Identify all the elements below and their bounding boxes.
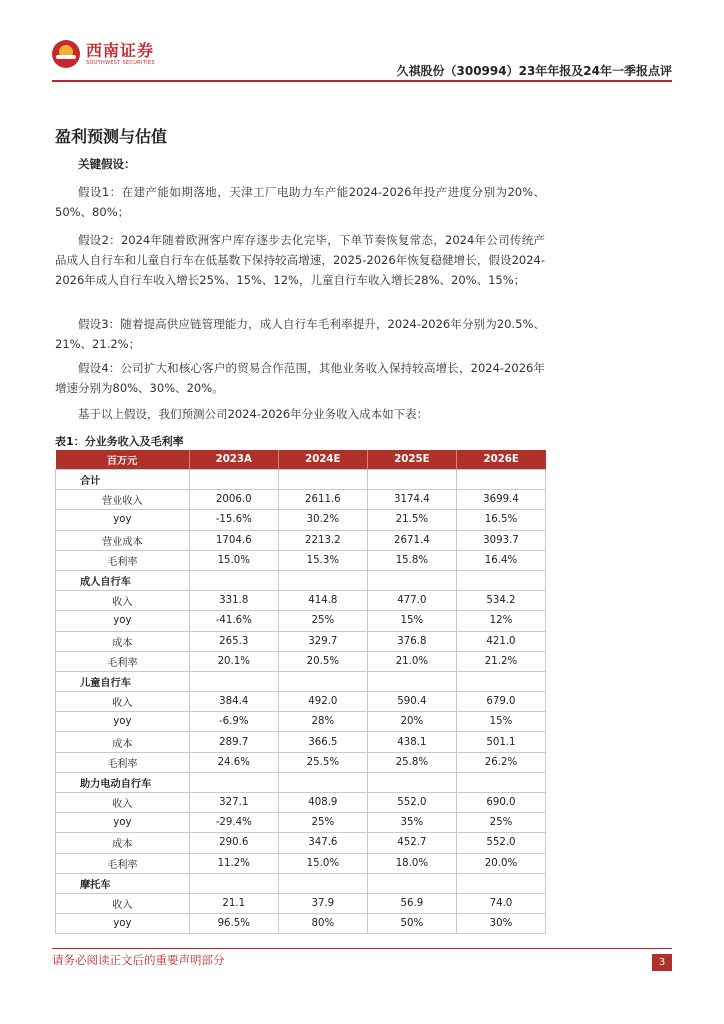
table-cell: 20% bbox=[367, 712, 456, 732]
table-cell: 16.4% bbox=[456, 550, 545, 570]
table-row bbox=[56, 712, 546, 732]
row-label-cell: 收入 bbox=[56, 893, 190, 913]
table-cell: 492.0 bbox=[278, 692, 367, 712]
table-row bbox=[56, 752, 546, 772]
footer-divider bbox=[52, 948, 672, 949]
table-row bbox=[56, 651, 546, 671]
table-cell: 534.2 bbox=[456, 591, 545, 611]
table-cell: 2213.2 bbox=[278, 530, 367, 550]
table-cell: 15.8% bbox=[367, 550, 456, 570]
table-cell: 96.5% bbox=[189, 914, 278, 934]
table-cell: 15% bbox=[367, 611, 456, 631]
table-cell: 327.1 bbox=[189, 793, 278, 813]
table-cell: 414.8 bbox=[278, 591, 367, 611]
table-cell bbox=[456, 671, 545, 691]
table-cell: -6.9% bbox=[189, 712, 278, 732]
header-divider bbox=[52, 80, 672, 82]
table-row bbox=[56, 893, 546, 913]
assumption-2: 假设2：2024年随着欧洲客户库存逐步去化完毕，下单节奏恢复常态，2024年公司传统产品成人自行车和儿童自行车在低基数下保持较高增速，2025-2026年恢复稳健增长，假设2024-2026年成人自行车收入增长25%、15%、12%，儿童自行车收入增长28%、20%、15%； bbox=[55, 233, 545, 287]
table-cell: 590.4 bbox=[367, 692, 456, 712]
table-cell: 18.0% bbox=[367, 853, 456, 873]
table-cell: -15.6% bbox=[189, 510, 278, 530]
table-row bbox=[56, 631, 546, 651]
row-label-cell: yoy bbox=[56, 611, 190, 631]
table-cell: -41.6% bbox=[189, 611, 278, 631]
table-cell: 37.9 bbox=[278, 893, 367, 913]
row-label-cell: 营业收入 bbox=[56, 490, 190, 510]
table-cell: 2611.6 bbox=[278, 490, 367, 510]
table-cell: 30.2% bbox=[278, 510, 367, 530]
row-label-cell: 成人自行车 bbox=[56, 570, 190, 590]
table-cell: 376.8 bbox=[367, 631, 456, 651]
table-cell bbox=[189, 470, 278, 490]
table-cell bbox=[456, 772, 545, 792]
table-cell: 679.0 bbox=[456, 692, 545, 712]
table-cell: 80% bbox=[278, 914, 367, 934]
table-cell: 452.7 bbox=[367, 833, 456, 853]
assumption-3: 假设3：随着提高供应链管理能力，成人自行车毛利率提升，2024-2026年分别为20.5%、21%、21.2%； bbox=[55, 317, 545, 351]
table-row bbox=[56, 813, 546, 833]
row-label-cell: 成本 bbox=[56, 732, 190, 752]
table-cell: 56.9 bbox=[367, 893, 456, 913]
table-cell: 20.0% bbox=[456, 853, 545, 873]
row-label-cell: 收入 bbox=[56, 793, 190, 813]
table-cell: 501.1 bbox=[456, 732, 545, 752]
table-row bbox=[56, 530, 546, 550]
table-cell bbox=[367, 873, 456, 893]
table-cell: 74.0 bbox=[456, 893, 545, 913]
footer-disclaimer: 请务必阅读正文后的重要声明部分 bbox=[52, 953, 225, 967]
table-cell: 25% bbox=[278, 813, 367, 833]
logo-name-cn: 西南证券 bbox=[86, 40, 155, 60]
row-label-cell: 毛利率 bbox=[56, 752, 190, 772]
table-row bbox=[56, 914, 546, 934]
table-cell bbox=[278, 772, 367, 792]
table-cell: 552.0 bbox=[456, 833, 545, 853]
row-label-cell: 收入 bbox=[56, 692, 190, 712]
table-cell: 290.6 bbox=[189, 833, 278, 853]
table-cell bbox=[367, 470, 456, 490]
table-cell bbox=[189, 772, 278, 792]
table-cell: 11.2% bbox=[189, 853, 278, 873]
section-title: 盈利预测与估值 bbox=[55, 127, 168, 146]
table-cell: 16.5% bbox=[456, 510, 545, 530]
table-group-row bbox=[56, 570, 546, 590]
assumption-4: 假设4：公司扩大和核心客户的贸易合作范围，其他业务收入保持较高增长，2024-2026年增速分别为80%、30%、20%。 bbox=[55, 361, 545, 395]
table-header-cell: 2025E bbox=[367, 450, 456, 470]
table-cell: -29.4% bbox=[189, 813, 278, 833]
table-cell: 35% bbox=[367, 813, 456, 833]
table-cell: 20.1% bbox=[189, 651, 278, 671]
table-cell bbox=[367, 570, 456, 590]
table-cell bbox=[278, 570, 367, 590]
table-cell: 265.3 bbox=[189, 631, 278, 651]
table-cell bbox=[278, 873, 367, 893]
report-title: 久祺股份（300994）23年年报及24年一季报点评 bbox=[396, 64, 672, 78]
table-caption: 表1：分业务收入及毛利率 bbox=[55, 435, 184, 448]
company-logo bbox=[52, 40, 155, 68]
table-cell: 421.0 bbox=[456, 631, 545, 651]
table-group-row bbox=[56, 873, 546, 893]
table-cell: 21.5% bbox=[367, 510, 456, 530]
row-label-cell: 合计 bbox=[56, 470, 190, 490]
table-cell bbox=[456, 873, 545, 893]
table-row bbox=[56, 833, 546, 853]
table-cell: 28% bbox=[278, 712, 367, 732]
table-cell: 21.2% bbox=[456, 651, 545, 671]
table-cell bbox=[456, 470, 545, 490]
row-label-cell: 毛利率 bbox=[56, 651, 190, 671]
table-cell: 20.5% bbox=[278, 651, 367, 671]
table-cell: 24.6% bbox=[189, 752, 278, 772]
table-cell: 3174.4 bbox=[367, 490, 456, 510]
table-cell: 552.0 bbox=[367, 793, 456, 813]
table-header-cell: 2023A bbox=[189, 450, 278, 470]
table-cell: 384.4 bbox=[189, 692, 278, 712]
table-cell bbox=[456, 570, 545, 590]
table-cell: 690.0 bbox=[456, 793, 545, 813]
table-cell: 26.2% bbox=[456, 752, 545, 772]
table-cell: 50% bbox=[367, 914, 456, 934]
table-cell: 25.5% bbox=[278, 752, 367, 772]
table-cell bbox=[189, 570, 278, 590]
table-body bbox=[56, 470, 546, 934]
table-cell bbox=[367, 671, 456, 691]
row-label-cell: 营业成本 bbox=[56, 530, 190, 550]
table-cell: 15.0% bbox=[189, 550, 278, 570]
table-cell bbox=[189, 671, 278, 691]
table-cell: 15% bbox=[456, 712, 545, 732]
table-header-cell: 2026E bbox=[456, 450, 545, 470]
table-row bbox=[56, 591, 546, 611]
row-label-cell: 成本 bbox=[56, 631, 190, 651]
revenue-cost-table bbox=[55, 450, 546, 934]
table-cell: 3699.4 bbox=[456, 490, 545, 510]
table-cell: 477.0 bbox=[367, 591, 456, 611]
table-cell: 25.8% bbox=[367, 752, 456, 772]
table-row bbox=[56, 793, 546, 813]
table-header-cell: 百万元 bbox=[56, 450, 190, 470]
table-group-row bbox=[56, 671, 546, 691]
table-cell: 15.0% bbox=[278, 853, 367, 873]
table-cell: 331.8 bbox=[189, 591, 278, 611]
table-header-row bbox=[56, 450, 546, 470]
key-assumptions-label: 关键假设： bbox=[78, 157, 136, 171]
table-row bbox=[56, 853, 546, 873]
table-cell: 12% bbox=[456, 611, 545, 631]
assumption-1: 假设1：在建产能如期落地，天津工厂电助力车产能2024-2026年投产进度分别为20%、50%、80%； bbox=[55, 185, 545, 219]
row-label-cell: 收入 bbox=[56, 591, 190, 611]
table-group-row bbox=[56, 772, 546, 792]
table-row bbox=[56, 611, 546, 631]
table-cell bbox=[278, 470, 367, 490]
table-cell: 21.1 bbox=[189, 893, 278, 913]
table-header-cell: 2024E bbox=[278, 450, 367, 470]
table-cell: 347.6 bbox=[278, 833, 367, 853]
table-row bbox=[56, 732, 546, 752]
table-cell: 15.3% bbox=[278, 550, 367, 570]
row-label-cell: 毛利率 bbox=[56, 550, 190, 570]
page-header bbox=[52, 40, 672, 82]
assumptions-conclusion: 基于以上假设，我们预测公司2024-2026年分业务收入成本如下表： bbox=[78, 407, 429, 421]
row-label-cell: 成本 bbox=[56, 833, 190, 853]
table-cell bbox=[367, 772, 456, 792]
table-row bbox=[56, 490, 546, 510]
table-cell: 21.0% bbox=[367, 651, 456, 671]
table-cell: 3093.7 bbox=[456, 530, 545, 550]
row-label-cell: yoy bbox=[56, 914, 190, 934]
table-cell: 329.7 bbox=[278, 631, 367, 651]
table-cell bbox=[189, 873, 278, 893]
logo-name-en: SOUTHWEST SECURITIES bbox=[86, 59, 155, 66]
table-cell: 438.1 bbox=[367, 732, 456, 752]
row-label-cell: yoy bbox=[56, 712, 190, 732]
row-label-cell: yoy bbox=[56, 510, 190, 530]
table-row bbox=[56, 692, 546, 712]
row-label-cell: yoy bbox=[56, 813, 190, 833]
table-cell: 2671.4 bbox=[367, 530, 456, 550]
table-group-row bbox=[56, 470, 546, 490]
table-cell bbox=[278, 671, 367, 691]
table-cell: 25% bbox=[278, 611, 367, 631]
table-cell: 2006.0 bbox=[189, 490, 278, 510]
row-label-cell: 儿童自行车 bbox=[56, 671, 190, 691]
logo-icon bbox=[52, 40, 80, 68]
table-cell: 366.5 bbox=[278, 732, 367, 752]
table-row bbox=[56, 510, 546, 530]
page-number: 3 bbox=[652, 954, 672, 971]
row-label-cell: 毛利率 bbox=[56, 853, 190, 873]
row-label-cell: 助力电动自行车 bbox=[56, 772, 190, 792]
row-label-cell: 摩托车 bbox=[56, 873, 190, 893]
table-cell: 289.7 bbox=[189, 732, 278, 752]
table-row bbox=[56, 550, 546, 570]
table-cell: 30% bbox=[456, 914, 545, 934]
table-cell: 1704.6 bbox=[189, 530, 278, 550]
table-cell: 408.9 bbox=[278, 793, 367, 813]
table-cell: 25% bbox=[456, 813, 545, 833]
